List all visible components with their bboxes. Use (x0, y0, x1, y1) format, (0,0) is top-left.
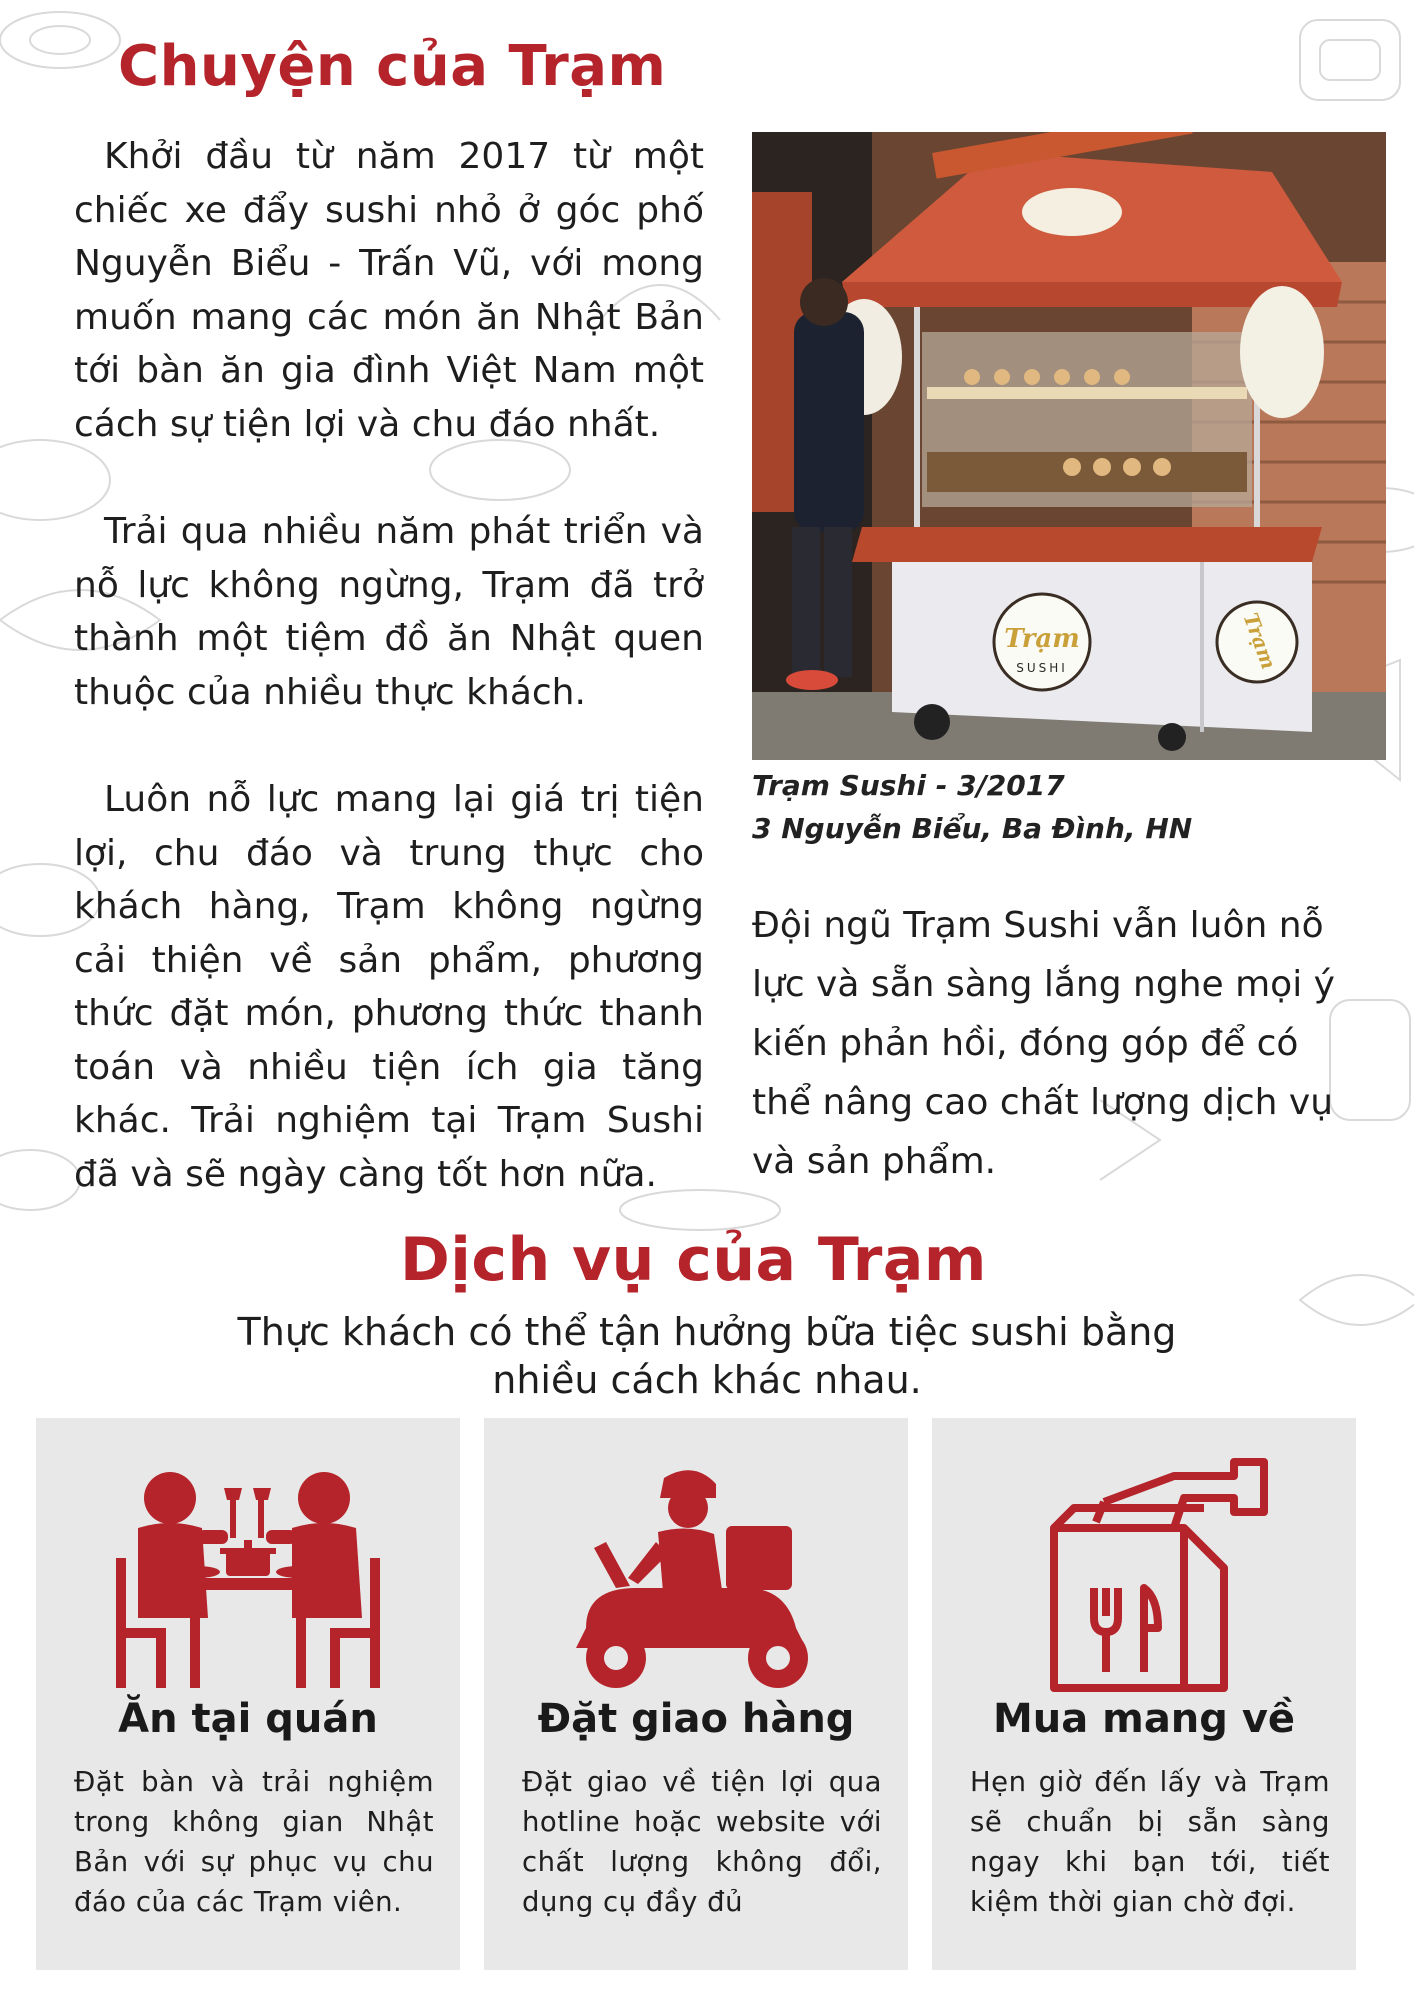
service-card-takeaway (932, 1418, 1356, 1970)
story-paragraph-2: Trải qua nhiều năm phát triển và nỗ lực không ngừng, Trạm đã trở thành một tiệm đồ ăn Nhật quen thuộc của nhiều thực khách. (74, 511, 704, 713)
story-paragraph-1: Khởi đầu từ năm 2017 từ một chiếc xe đẩy sushi nhỏ ở góc phố Nguyễn Biểu - Trấn Vũ, với mong muốn mang các món ăn Nhật Bản tới bàn ăn gia đình Việt Nam một cách sự tiện lợi và chu đáo nhất. (74, 136, 704, 445)
services-intro (200, 1308, 1214, 1404)
svg-text:SUSHI: SUSHI (1016, 661, 1068, 675)
services-intro-line-2: nhiều cách khác nhau. (492, 1358, 922, 1402)
service-desc-takeaway: Hẹn giờ đến lấy và Trạm sẽ chuẩn bị sẵn sàng ngay khi bạn tới, tiết kiệm thời gian chờ đợi. (970, 1766, 1330, 1918)
photo-caption (752, 764, 1392, 850)
service-title-takeaway: Mua mang về (992, 1696, 1296, 1742)
services-intro-line-1: Thực khách có thể tận hưởng bữa tiệc sushi bằng (237, 1310, 1177, 1354)
svg-text:Trạm: Trạm (1004, 624, 1080, 654)
service-desc-dine-in: Đặt bàn và trải nghiệm trong không gian Nhật Bản với sự phục vụ chu đáo của các Trạm viên. (74, 1766, 434, 1918)
story-title: Chuyện của Trạm (118, 34, 667, 99)
services-title: Dịch vụ của Trạm (400, 1225, 987, 1295)
service-card-delivery (484, 1418, 908, 1970)
sushi-cart-photo (752, 132, 1386, 760)
team-text: Đội ngũ Trạm Sushi vẫn luôn nỗ lực và sẵn sàng lắng nghe mọi ý kiến phản hồi, đóng góp để có thể nâng cao chất lượng dịch vụ và sản phẩm. (752, 905, 1335, 1182)
delivery-scooter-icon (546, 1458, 846, 1698)
story-paragraph-3: Luôn nỗ lực mang lại giá trị tiện lợi, chu đáo và trung thực cho khách hàng, Trạm không ngừng cải thiện về sản phẩm, phương thức đặt món, phương thức thanh toán và nhiều tiện ích gia tăng khác. Trải nghiệm tại Trạm Sushi đã và sẽ ngày càng tốt hơn nữa. (74, 779, 704, 1195)
story-text (74, 130, 704, 1255)
svg-text:Trạm: Trạm (1238, 609, 1282, 673)
service-desc-delivery: Đặt giao về tiện lợi qua hotline hoặc website với chất lượng không đổi, dụng cụ đầy đủ (522, 1766, 882, 1918)
service-card-dine-in (36, 1418, 460, 1970)
dine-in-icon (98, 1458, 398, 1698)
service-title-delivery: Đặt giao hàng (537, 1696, 855, 1742)
service-title-dine-in: Ăn tại quán (118, 1696, 378, 1742)
caption-line-2: 3 Nguyễn Biểu, Ba Đình, HN (752, 812, 1193, 845)
caption-line-1: Trạm Sushi - 3/2017 (752, 769, 1065, 802)
takeaway-bag-icon (994, 1458, 1294, 1698)
